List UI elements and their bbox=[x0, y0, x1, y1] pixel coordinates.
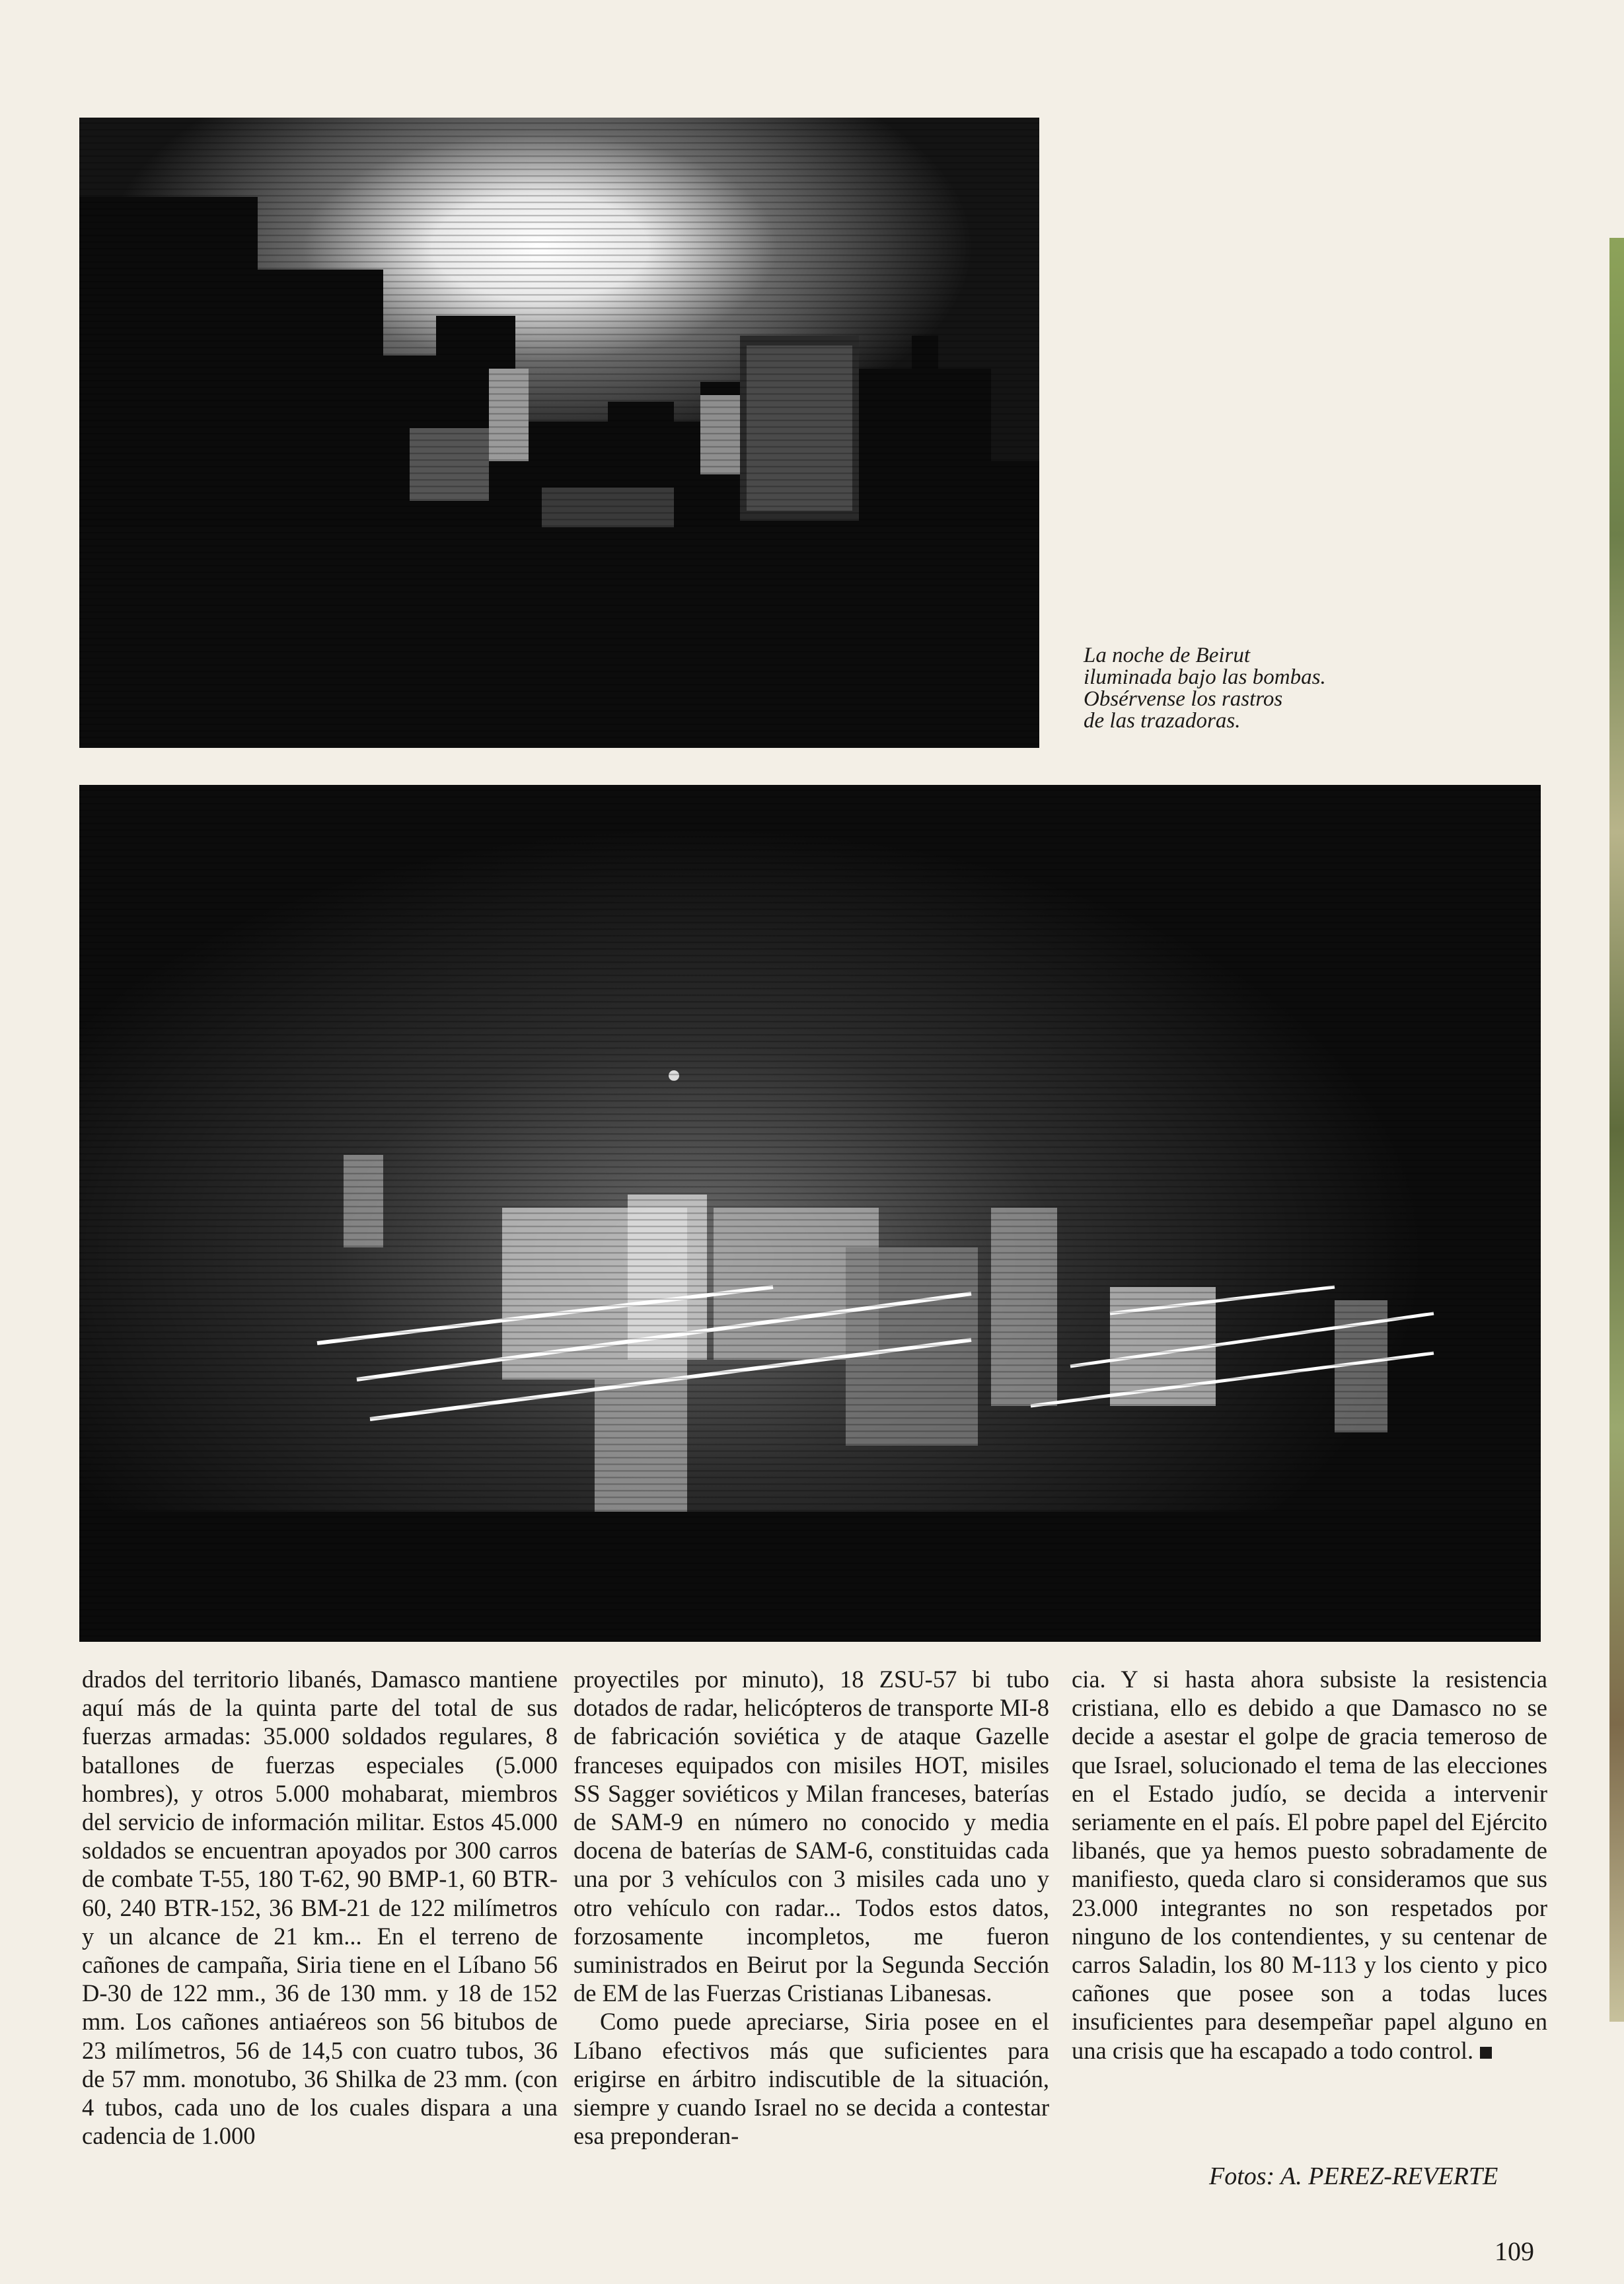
beirut-tracer-fire-image bbox=[79, 785, 1541, 1642]
beirut-night-bombing-photo bbox=[79, 118, 1039, 748]
article-paragraph: drados del territorio libanés, Damasco mantiene aquí más de la quinta parte del total de sus fuerzas armadas: 35.000 soldados regulares, 8 batallones de fuerzas especiales (5.000 hombres), y otros 5.000 mohabarat, miembros del servicio de información militar. Estos 45.000 soldados se encuentran apoyados por 300 carros de combate T-55, 180 T-62, 90 BMP-1, 60 BTR-60, 240 BTR-152, 36 BM-21 de 122 milímetros y un alcance de 21 km... En el terreno de cañones de campaña, Siria tiene en el Líbano 56 D-30 de 122 mm., 36 de 130 mm. y 18 de 152 mm. Los cañones antiaéreos son 56 bitubos de 23 milímetros, 56 de 14,5 con cuatro tubos, 36 de 57 mm. monotubo, 36 Shilka de 23 mm. (con 4 tubos, cada uno de los cuales dispara a una cadencia de 1.000 bbox=[82, 1666, 558, 2150]
end-of-article-square-icon bbox=[1480, 2047, 1492, 2059]
photo-credit: Fotos: A. PEREZ-REVERTE bbox=[1209, 2162, 1498, 2190]
article-column-1 bbox=[82, 1665, 558, 2150]
article-paragraph-text: cia. Y si hasta ahora subsiste la resistencia cristiana, ello es debido a que Damasco no se decide a asestar el golpe de gracia temeroso de que Israel, solucionado el tema de las elecciones en el Estado judío, se decida a intervenir seriamente en el país. El pobre papel del Ejército libanés, que ya hemos puesto sobradamente de manifiesto, queda claro si consideramos que sus 23.000 integrantes no son respetados por ninguno de los contendientes, y su centenar de carros Saladin, los 80 M-113 y los ciento y pico cañones que posee son a todas luces insuficientes para desempeñar papel alguno en una crisis que ha escapado a todo control. bbox=[1072, 1666, 1547, 2064]
article-paragraph bbox=[1072, 1665, 1547, 2065]
article-paragraph: Como puede apreciarse, Siria posee en el Líbano efectivos más que suficientes para erigirse en árbitro indiscutible de la situación, siempre y cuando Israel no se decida a contestar esa preponderan- bbox=[573, 2008, 1049, 2150]
article-paragraph: proyectiles por minuto), 18 ZSU-57 bi tubo dotados de radar, helicópteros de transporte MI-8 de fabricación soviética y de ataque Gazelle franceses equipados con misiles HOT, misiles SS Sagger soviéticos y Milan franceses, baterías de SAM-9 en número no conocido y media docena de baterías de SAM-6, constituidas cada una por 3 vehículos con 3 misiles cada uno y otro vehículo con radar... Todos estos datos, forzosamente incompletos, me fueron suministrados en Beirut por la Segunda Sección de EM de las Fuerzas Cristianas Libanesas. bbox=[573, 1666, 1049, 2007]
article-column-3 bbox=[1072, 1665, 1547, 2065]
beirut-tracer-fire-photo bbox=[79, 785, 1541, 1642]
page-number: 109 bbox=[1495, 2236, 1534, 2266]
beirut-night-bombing-image bbox=[79, 118, 1039, 748]
caption-line: La noche de Beirut bbox=[1084, 644, 1251, 667]
caption-line: iluminada bajo las bombas. bbox=[1084, 665, 1326, 689]
article-column-2 bbox=[573, 1665, 1049, 2150]
photo-caption bbox=[1084, 645, 1401, 732]
caption-line: Obsérvense los rastros bbox=[1084, 687, 1283, 711]
facing-page-edge bbox=[1609, 238, 1624, 2022]
caption-line: de las trazadoras. bbox=[1084, 709, 1241, 733]
